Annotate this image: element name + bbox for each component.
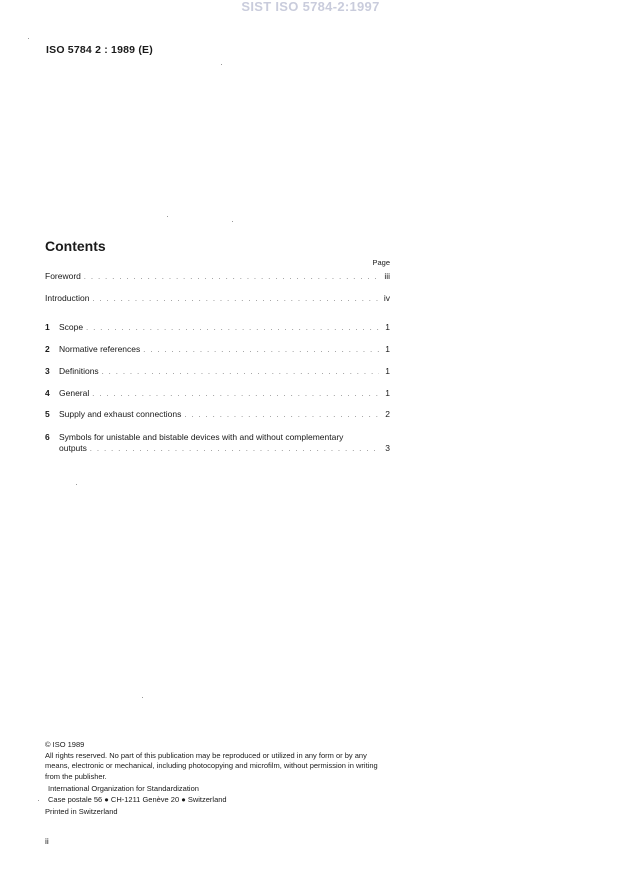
scan-speck [28, 38, 29, 39]
printed-in: Printed in Switzerland [45, 807, 118, 816]
toc-entry-definitions[interactable] [45, 366, 390, 378]
toc-entry-page: 3 [385, 443, 390, 453]
toc-entry-supply-exhaust[interactable] [45, 409, 390, 421]
organization-name: International Organization for Standardization [48, 784, 199, 793]
dot-leader [92, 389, 379, 400]
toc-entry-label: General [59, 388, 90, 398]
dot-leader [102, 367, 379, 378]
toc-entry-label: Scope [59, 322, 84, 332]
toc-entry-page: 1 [385, 322, 390, 332]
toc-entry-label-continuation: outputs [59, 443, 87, 453]
toc-entry-number: 5 [45, 409, 50, 419]
copyright-line: © ISO 1989 [45, 740, 85, 749]
dot-leader [90, 444, 379, 455]
dot-leader [184, 410, 379, 421]
toc-entry-number: 2 [45, 344, 50, 354]
scan-speck [38, 800, 39, 801]
page-column-label: Page [372, 258, 390, 267]
dot-leader [86, 323, 379, 334]
watermark: SIST ISO 5784-2:1997 [241, 0, 380, 14]
toc-entry-introduction[interactable] [45, 293, 390, 305]
organization-address: Case postale 56 ● CH-1211 Genève 20 ● Switzerland [48, 794, 227, 804]
toc-entry-page: 2 [385, 409, 390, 419]
toc-entry-scope[interactable] [45, 322, 390, 334]
copyright-block [45, 740, 391, 818]
toc-entry-label: Normative references [59, 344, 141, 354]
toc-entry-page: iv [383, 293, 390, 303]
toc-entry-page: iii [384, 271, 390, 281]
rights-notice: All rights reserved. No part of this publication may be reproduced or utilized in any form or by any means, electronic or mechanical, including photocopying and microfilm, without permission in writing from the publisher. [45, 750, 378, 781]
scan-speck [167, 216, 168, 217]
toc-entry-page: 1 [385, 388, 390, 398]
toc-entry-label: Symbols for unistable and bistable devices with and without complementary [59, 432, 344, 442]
page-number: ii [45, 836, 49, 846]
toc-entry-normative-references[interactable] [45, 344, 390, 356]
toc-entry-symbols[interactable] [45, 432, 390, 455]
scan-speck [232, 221, 233, 222]
scan-speck [221, 64, 222, 65]
toc-entry-label: Definitions [59, 366, 99, 376]
dot-leader [92, 294, 379, 305]
toc-entry-foreword[interactable] [45, 271, 390, 283]
dot-leader [84, 272, 379, 283]
document-identifier: ISO 5784 2 : 1989 (E) [46, 44, 153, 56]
toc-entry-label: Supply and exhaust connections [59, 409, 182, 419]
toc-entry-number: 1 [45, 322, 50, 332]
scan-speck [76, 484, 77, 485]
toc-entry-number: 4 [45, 388, 50, 398]
toc-entry-label: Introduction [45, 293, 90, 303]
toc-entry-label: Foreword [45, 271, 81, 281]
toc-entry-number: 3 [45, 366, 50, 376]
toc-entry-page: 1 [385, 366, 390, 376]
toc-entry-number: 6 [45, 432, 50, 442]
toc-entry-general[interactable] [45, 388, 390, 400]
toc-entry-page: 1 [385, 344, 390, 354]
dot-leader [143, 345, 379, 356]
scan-speck [142, 697, 143, 698]
contents-heading: Contents [45, 238, 106, 254]
